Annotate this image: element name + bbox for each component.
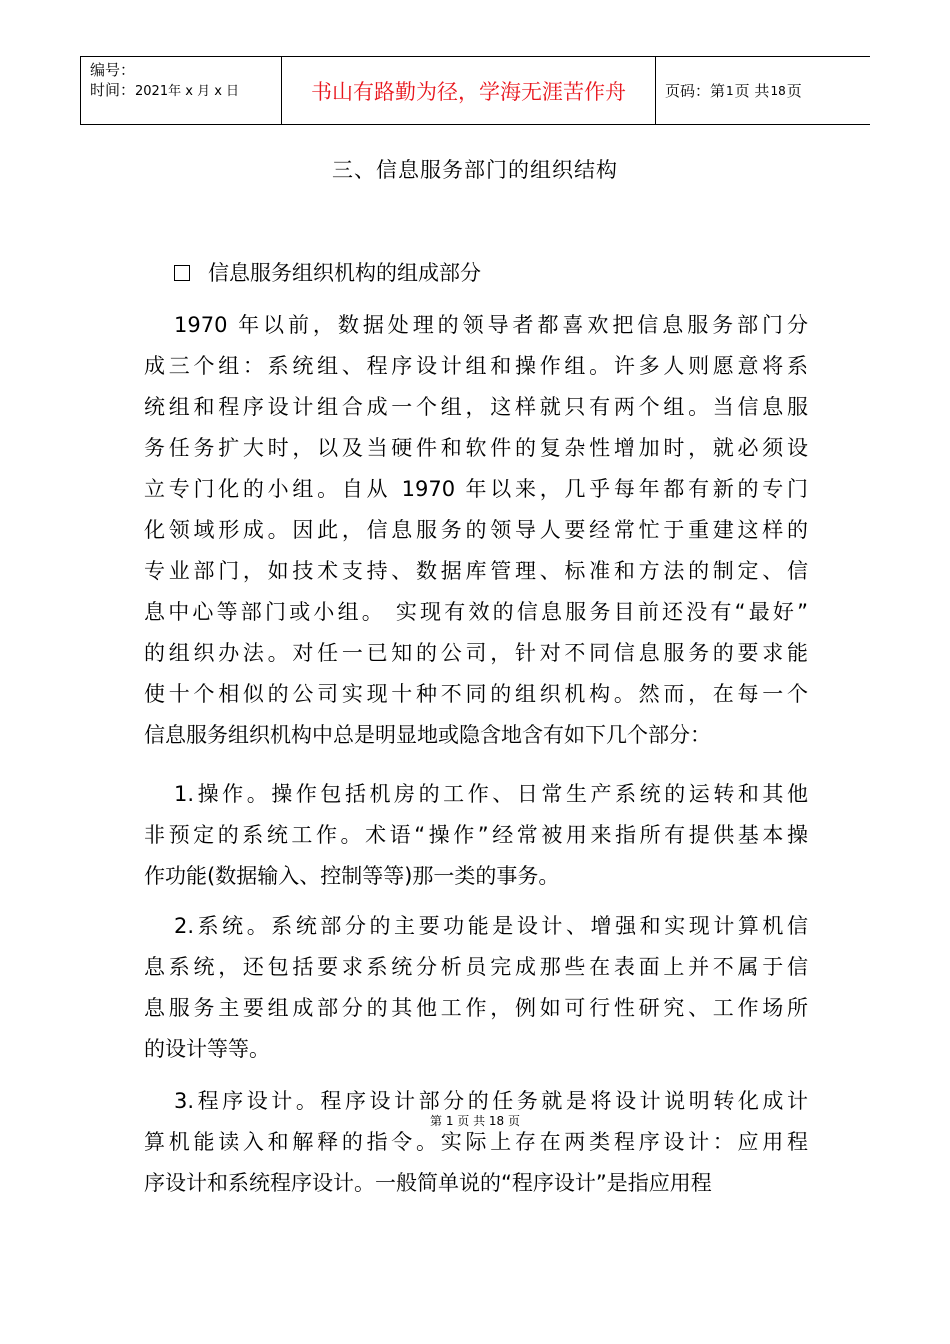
header-table [80, 56, 870, 125]
section-heading [174, 257, 481, 287]
paragraph-line: 专业部门，如技术支持、数据库管理、标准和方法的制定、信 [144, 559, 808, 583]
page-current: 1 [726, 83, 734, 98]
section-heading-text: 信息服务组织机构的组成部分 [208, 261, 481, 285]
header-meta-cell [81, 57, 282, 124]
paragraph-line: 化领域形成。因此，信息服务的领导人要经常忙于重建这样的 [144, 518, 808, 542]
motto: 书山有路勤为径，学海无涯苦作舟 [282, 57, 656, 124]
checkbox-icon [174, 265, 190, 281]
paragraph-line: 序设计和系统程序设计。一般简单说的“程序设计”是指应用程 [144, 1171, 712, 1195]
paragraph-line: 作功能(数据输入、控制等等)那一类的事务。 [144, 864, 560, 888]
paragraph-line: 使十个相似的公司实现十种不同的组织机构。然而，在每一个 [144, 682, 808, 706]
time-label: 时间： [90, 81, 136, 99]
paragraph-line: 2.系统。系统部分的主要功能是设计、增强和实现计算机信 [174, 914, 808, 938]
paragraph-line: 1.操作。操作包括机房的工作、日常生产系统的运转和其他 [174, 782, 808, 806]
paragraph-line: 息服务主要组成部分的其他工作，例如可行性研究、工作场所 [144, 996, 808, 1020]
time-line [90, 80, 281, 102]
page-title: 三、信息服务部门的组织结构 [332, 158, 618, 182]
paragraph-line: 务任务扩大时，以及当硬件和软件的复杂性增加时，就必须设 [144, 436, 808, 460]
paragraph-line: 算机能读入和解释的指令。实际上存在两类程序设计：应用程 [144, 1130, 808, 1154]
paragraph-intro [144, 305, 808, 756]
page-suffix: 页 [786, 82, 802, 100]
page-indicator [656, 57, 871, 124]
number-label: 编号： [90, 61, 136, 79]
time-year: 2021 [135, 84, 169, 99]
paragraph-line: 1970 年以前，数据处理的领导者都喜欢把信息服务部门分 [174, 313, 808, 337]
paragraph-systems [144, 906, 808, 1070]
paragraph-line: 3.程序设计。程序设计部分的任务就是将设计说明转化成计 [174, 1089, 808, 1113]
paragraph-line: 统组和程序设计组合成一个组，这样就只有两个组。当信息服 [144, 395, 808, 419]
page-footer: 第 1 页 共 18 页 [430, 1114, 520, 1128]
page-prefix: 页码：第 [665, 82, 726, 100]
paragraph-line: 立专门化的小组。自从 1970 年以来，几乎每年都有新的专门 [144, 477, 808, 501]
page-mid: 页 共 [734, 82, 770, 100]
paragraph-line: 信息服务组织机构中总是明显地或隐含地含有如下几个部分： [144, 723, 711, 747]
paragraph-line: 的设计等等。 [144, 1037, 270, 1061]
paragraph-line: 非预定的系统工作。术语“操作”经常被用来指所有提供基本操 [144, 823, 808, 847]
paragraph-line: 的组织办法。对任一已知的公司，针对不同信息服务的要求能 [144, 641, 808, 665]
paragraph-programming [144, 1081, 808, 1204]
page-total: 18 [770, 83, 786, 98]
paragraph-line: 成三个组：系统组、程序设计组和操作组。许多人则愿意将系 [144, 354, 808, 378]
time-rest: 年 x 月 x 日 [168, 84, 240, 99]
paragraph-line: 息系统，还包括要求系统分析员完成那些在表面上并不属于信 [144, 955, 808, 979]
paragraph-line: 息中心等部门或小组。 实现有效的信息服务目前还没有“最好” [144, 600, 808, 624]
paragraph-operations [144, 774, 808, 897]
